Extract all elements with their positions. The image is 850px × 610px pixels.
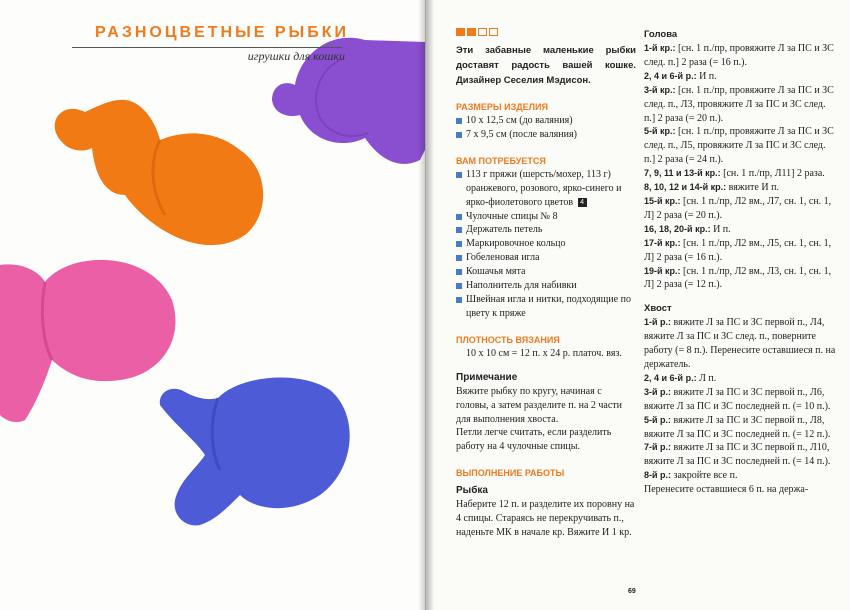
round-label: 7, 9, 11 и 13-й кр.: — [644, 168, 721, 179]
round-label: 8-й р.: — [644, 470, 672, 481]
difficulty-square-filled — [456, 28, 465, 36]
page-title: РАЗНОЦВЕТНЫЕ РЫБКИ — [95, 24, 349, 41]
right-page — [426, 0, 850, 610]
sizes-heading: РАЗМЕРЫ ИЗДЕЛИЯ — [456, 102, 548, 112]
round-text: вяжите Л за ПС и ЗС первой п., Л10, вяжите Л за ПС и ЗС последней п. (= 14 п.). — [644, 442, 831, 468]
head-round — [644, 195, 838, 223]
round-text: вяжите Л за ПС и ЗС первой п., Л4, вяжите Л за ПС и ЗС след. п., поверните работу (= 8 п.). Перенесите оставшиеся п. на держатель. — [644, 317, 836, 371]
round-text: вяжите Л за ПС и ЗС первой п., Л6, вяжите Л за ПС и ЗС последней п. (= 10 п.). — [644, 386, 831, 412]
head-round — [644, 70, 838, 84]
work-heading: ВЫПОЛНЕНИЕ РАБОТЫ — [456, 468, 565, 479]
round-text: [сн. 1 п./пр, провяжите Л за ПС и ЗС след. п., Л5, провяжите Л за ПС и ЗС след. п.] 2 раза (= 24 п.). — [644, 126, 834, 166]
head-round — [644, 167, 838, 181]
work-text: Наберите 12 п. и разделите их поровну на 4 спицы. Стараясь не перекручивать п., наденьте МК в начале кр. Вяжите И 1 кр. — [456, 499, 635, 539]
round-text: [сн. 1 п./пр, Л2 вм., Л3, сн. 1, сн. 1, Л] 2 раза (= 12 п.). — [644, 265, 832, 291]
difficulty-indicator — [456, 28, 636, 37]
round-text: вяжите Л за ПС и ЗС первой п., Л8, вяжите Л за ПС и ЗС последней п. (= 12 п.). — [644, 414, 831, 440]
round-label: 17-й кр.: — [644, 237, 681, 248]
blue-fish — [160, 378, 350, 526]
material-item: Швейная игла и нитки, подходящие по цвету к пряже — [456, 293, 636, 321]
tail-round — [644, 414, 838, 442]
round-label: 19-й кр.: — [644, 265, 681, 276]
round-label: 5-й р.: — [644, 414, 672, 425]
material-item: Чулочные спицы № 8 — [456, 210, 636, 224]
material-item: Наполнитель для набивки — [456, 279, 636, 293]
note-paragraph: Петли легче считать, если разделить работу на 4 чулочные спицы. — [456, 427, 612, 453]
head-round — [644, 125, 838, 167]
round-label: 2, 4 и 6-й р.: — [644, 372, 697, 383]
tail-heading: Хвост — [644, 303, 672, 315]
book-gutter — [418, 0, 434, 610]
round-text: [сн. 1 п./пр, Л2 вм., Л7, сн. 1, сн. 1, Л] 2 раза (= 20 п.). — [644, 195, 832, 221]
round-text: [сн. 1 п./пр, провяжите Л за ПС и ЗС след. п.] 2 раза (= 16 п.). — [644, 43, 834, 68]
material-item: Держатель петель — [456, 223, 636, 237]
round-text: И п. — [710, 223, 731, 235]
right-column — [644, 28, 838, 497]
intro-text: Эти забавные маленькие рыбки доставят радость вашей кошке. Дизайнер Сеселия Мэдисон. — [456, 45, 636, 86]
title-rule — [72, 47, 342, 48]
round-label: 1-й кр.: — [644, 43, 676, 53]
fish-subheading: Рыбка — [456, 485, 488, 497]
material-item — [456, 168, 636, 210]
round-label: 15-й кр.: — [644, 195, 681, 206]
tail-closing: Перенесите оставшиеся 6 п. на держа- — [644, 484, 809, 496]
material-item: Кошачья мята — [456, 265, 636, 279]
head-round — [644, 223, 838, 237]
round-text: И п. — [696, 70, 717, 82]
round-label: 3-й кр.: — [644, 84, 676, 95]
head-round — [644, 42, 838, 70]
tail-round — [644, 469, 838, 483]
round-label: 1-й р.: — [644, 317, 672, 328]
round-text: Л п. — [696, 372, 717, 384]
round-text: вяжите И п. — [726, 182, 779, 194]
tail-round — [644, 372, 838, 386]
head-heading: Голова — [644, 29, 678, 40]
orange-fish — [55, 100, 263, 245]
tail-round — [644, 441, 838, 469]
note-paragraph: Вяжите рыбку по кругу, начиная с головы, а затем разделите п. на 2 части для выполнения хвоста. — [456, 385, 623, 425]
materials-heading: ВАМ ПОТРЕБУЕТСЯ — [456, 155, 546, 166]
gauge-heading: ПЛОТНОСТЬ ВЯЗАНИЯ — [456, 334, 560, 345]
head-round — [644, 84, 838, 126]
round-text: [сн. 1 п./пр, Л11] 2 раза. — [720, 168, 825, 180]
round-text: [сн. 1 п./пр, Л2 вм., Л5, сн. 1, сн. 1, Л] 2 раза (= 16 п.). — [644, 237, 832, 263]
material-item: Гобеленовая игла — [456, 251, 636, 265]
tail-round — [644, 316, 838, 372]
head-round — [644, 237, 838, 265]
note-heading: Примечание — [456, 371, 518, 383]
yarn-weight-icon: 4 — [578, 198, 587, 207]
difficulty-square-empty — [489, 28, 498, 36]
page-subtitle: игрушки для кошки — [247, 49, 345, 63]
round-label: 7-й р.: — [644, 442, 672, 453]
gauge-text: 10 x 10 см = 12 п. x 24 р. платоч. вяз. — [466, 347, 622, 359]
round-label: 16, 18, 20-й кр.: — [644, 223, 711, 234]
head-round — [644, 181, 838, 195]
difficulty-square-empty — [478, 28, 487, 36]
size-item: 7 x 9,5 см (после валяния) — [456, 128, 636, 142]
left-column — [456, 28, 636, 540]
head-round — [644, 265, 838, 293]
pink-fish — [0, 260, 175, 422]
round-label: 3-й р.: — [644, 386, 672, 397]
round-text: [сн. 1 п./пр, провяжите Л за ПС и ЗС след. п., Л3, провяжите Л за ПС и ЗС след. п.] 2 раза (= 20 п.). — [644, 84, 834, 124]
size-item: 10 x 12,5 см (до валяния) — [456, 114, 636, 128]
tail-round — [644, 386, 838, 414]
material-item-text: 113 г пряжи (шерсть/мохер, 113 г) оранжевого, розового, ярко-синего и ярко-фиолетового цветов — [466, 168, 622, 208]
round-text: закройте все п. — [671, 470, 738, 482]
round-label: 2, 4 и 6-й р.: — [644, 70, 697, 81]
round-label: 5-й кр.: — [644, 126, 676, 137]
round-label: 8, 10, 12 и 14-й кр.: — [644, 182, 727, 193]
material-item: Маркировочное кольцо — [456, 237, 636, 251]
page-number: 69 — [628, 588, 636, 595]
difficulty-square-filled — [467, 28, 476, 36]
